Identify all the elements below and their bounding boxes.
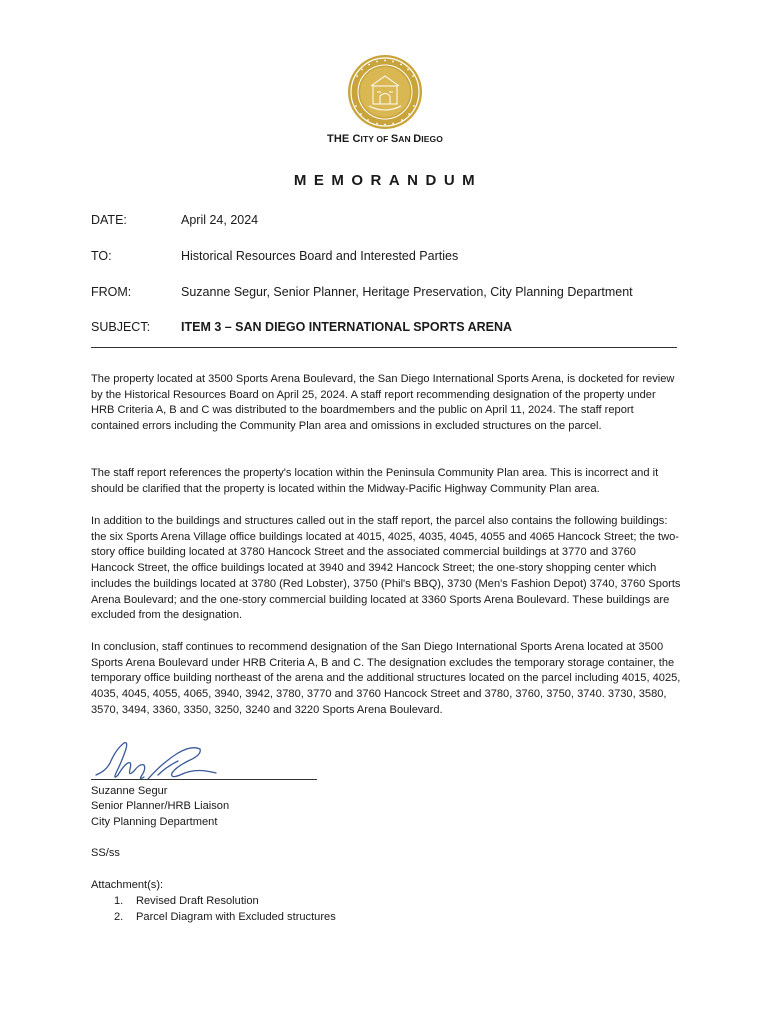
from-label: FROM: bbox=[91, 285, 132, 299]
attachments-label: Attachment(s): bbox=[91, 879, 164, 891]
attachment-item: Parcel Diagram with Excluded structures bbox=[136, 911, 336, 923]
city-seal-icon bbox=[347, 54, 423, 130]
attachment-item: Revised Draft Resolution bbox=[136, 895, 259, 907]
subject-value: ITEM 3 – SAN DIEGO INTERNATIONAL SPORTS ARENA bbox=[181, 320, 513, 334]
memo-title: MEMORANDUM bbox=[293, 172, 483, 189]
subject-label: SUBJECT: bbox=[91, 320, 151, 334]
body-paragraph-2: The staff report references the property's location within the Peninsula Community Plan area. This is incorrect and it should be clarified that the property is located within the Midway-Pacific Highway Community Plan area. bbox=[91, 467, 659, 495]
to-value: Historical Resources Board and Interested Parties bbox=[181, 249, 459, 263]
signature-line bbox=[91, 779, 317, 780]
from-value: Suzanne Segur, Senior Planner, Heritage Preservation, City Planning Department bbox=[181, 285, 633, 299]
body-paragraph-1: The property located at 3500 Sports Arena Boulevard, the San Diego International Sports Arena, is docketed for review by the Historical Resources Board on April 25, 2024. A staff report recommending designation of the property under HRB Criteria A, B and C was distributed to the boardmembers and the public on April 11, 2024. The staff report contained errors including the Community Plan area and omissions in excluded structures on the parcel. bbox=[91, 373, 675, 433]
signer-name: Suzanne Segur bbox=[91, 785, 168, 797]
body-paragraph-4: In conclusion, staff continues to recommend designation of the San Diego International Sports Arena located at 3500 Sports Arena Boulevard under HRB Criteria A, B and C. The designation excludes the temporary storage container, the temporary office building northeast of the arena and the additional structures located on the parcel including 4015, 4025, 4035, 4045, 4055, 4065, 3940, 3942, 3780, 3770 and 3760 Hancock Street and 3780, 3760, 3750, 3740. 3730, 3580, 3570, 3494, 3360, 3350, 3250, 3240 and 3220 Sports Arena Boulevard. bbox=[91, 641, 681, 716]
date-label: DATE: bbox=[91, 213, 127, 227]
date-value: April 24, 2024 bbox=[181, 213, 259, 227]
to-label: TO: bbox=[91, 249, 112, 263]
body-paragraph-3: In addition to the buildings and structures called out in the staff report, the parcel also contains the following buildings: the six Sports Arena Village office buildings located at 4015, 4025, 4035, 4045, 4055 and 4065 Hancock Street; the two-story office building located at 3780 Hancock Street and the associated commercial buildings at 3770 and 3760 Hancock Street, the office buildings located at 3940 and 3942 Hancock Street; the one-story shopping center which includes the buildings located at 3780 (Red Lobster), 3750 (Phil's BBQ), 3730 (Men's Fashion Depot) 3740, 3760 Sports Arena Boulevard; and the one-story commercial building located at 3360 Sports Arena Boulevard. These buildings are excluded from the designation. bbox=[91, 515, 681, 622]
handwritten-signature-icon bbox=[88, 735, 223, 790]
attachment-number: 2. bbox=[114, 911, 124, 923]
city-name-heading: THE CITY OF SAN DIEGO bbox=[327, 133, 443, 145]
attachment-number: 1. bbox=[114, 895, 124, 907]
signer-title: Senior Planner/HRB Liaison bbox=[91, 800, 230, 812]
header-divider bbox=[91, 347, 677, 348]
initials: SS/ss bbox=[91, 847, 120, 859]
signer-department: City Planning Department bbox=[91, 816, 218, 828]
